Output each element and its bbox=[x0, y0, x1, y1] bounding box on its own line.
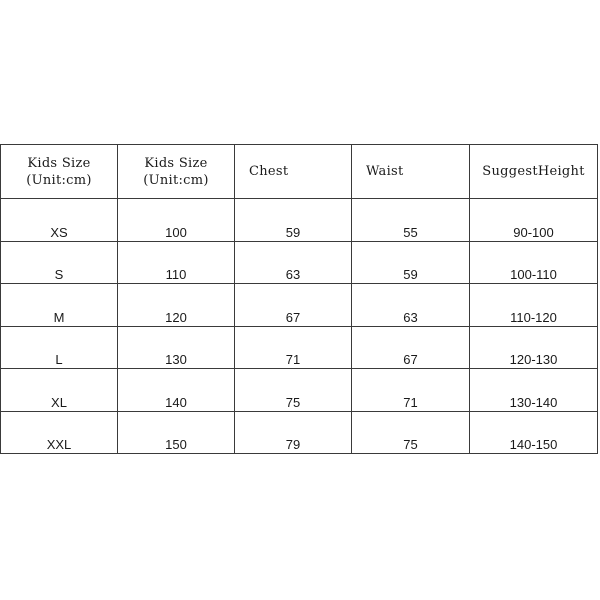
cell-size: XS bbox=[1, 199, 118, 242]
header-unit: (Unit:cm) bbox=[26, 172, 92, 188]
header-waist: Waist bbox=[352, 145, 470, 199]
table-row bbox=[1, 284, 598, 327]
cell-height: 110-120 bbox=[470, 284, 598, 327]
cell-chest: 59 bbox=[235, 199, 352, 242]
cell-waist: 71 bbox=[352, 369, 470, 412]
cell-height: 120-130 bbox=[470, 326, 598, 369]
table-row bbox=[1, 411, 598, 454]
header-kids-size bbox=[1, 145, 118, 199]
header-unit: (Unit:cm) bbox=[143, 172, 209, 188]
header-label: Kids Size bbox=[27, 155, 91, 171]
size-chart-table bbox=[0, 144, 598, 454]
cell-height: 100-110 bbox=[470, 241, 598, 284]
table-row bbox=[1, 326, 598, 369]
cell-size-cm: 150 bbox=[118, 411, 235, 454]
cell-size: XXL bbox=[1, 411, 118, 454]
cell-waist: 63 bbox=[352, 284, 470, 327]
cell-size-cm: 140 bbox=[118, 369, 235, 412]
cell-size: L bbox=[1, 326, 118, 369]
table-header-row bbox=[1, 145, 598, 199]
table-row bbox=[1, 369, 598, 412]
cell-size-cm: 130 bbox=[118, 326, 235, 369]
cell-chest: 75 bbox=[235, 369, 352, 412]
cell-size-cm: 100 bbox=[118, 199, 235, 242]
cell-size: XL bbox=[1, 369, 118, 412]
header-suggest-height: SuggestHeight bbox=[470, 145, 598, 199]
cell-waist: 67 bbox=[352, 326, 470, 369]
cell-waist: 75 bbox=[352, 411, 470, 454]
cell-chest: 63 bbox=[235, 241, 352, 284]
cell-waist: 55 bbox=[352, 199, 470, 242]
table-row bbox=[1, 199, 598, 242]
cell-size-cm: 110 bbox=[118, 241, 235, 284]
cell-size: M bbox=[1, 284, 118, 327]
cell-chest: 79 bbox=[235, 411, 352, 454]
cell-chest: 71 bbox=[235, 326, 352, 369]
header-chest: Chest bbox=[235, 145, 352, 199]
cell-chest: 67 bbox=[235, 284, 352, 327]
header-label: Kids Size bbox=[144, 155, 208, 171]
cell-height: 130-140 bbox=[470, 369, 598, 412]
cell-height: 140-150 bbox=[470, 411, 598, 454]
cell-size-cm: 120 bbox=[118, 284, 235, 327]
cell-waist: 59 bbox=[352, 241, 470, 284]
cell-height: 90-100 bbox=[470, 199, 598, 242]
table-row bbox=[1, 241, 598, 284]
header-kids-size-cm bbox=[118, 145, 235, 199]
cell-size: S bbox=[1, 241, 118, 284]
